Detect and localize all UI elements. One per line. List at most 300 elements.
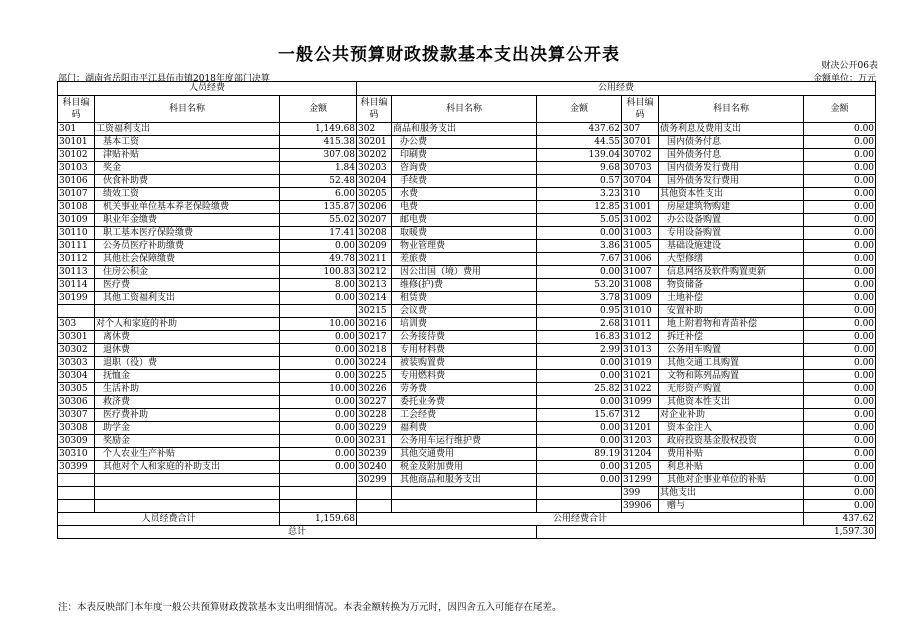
table-row [58,461,876,474]
code-cell [58,500,95,513]
name-cell: 大型修缮 [659,253,804,266]
amount-cell [280,500,357,513]
amount-cell: 0.00 [804,188,876,201]
amount-cell: 0.00 [804,422,876,435]
code-cell [357,500,392,513]
form-number: 财决公开06表 [821,61,878,71]
amount-cell: 0.00 [804,149,876,162]
code-cell: 31001 [622,201,659,214]
amount-cell: 0.00 [804,136,876,149]
code-cell: 301 [58,123,95,136]
code-cell: 30208 [357,227,392,240]
table-row [58,266,876,279]
name-cell: 其他交通工具购置 [659,357,804,370]
table-row [58,188,876,201]
table-row [58,422,876,435]
table-row [58,487,876,500]
amount-cell: 0.00 [804,266,876,279]
amount-cell: 0.00 [280,448,357,461]
amount-cell: 0.00 [804,370,876,383]
name-cell: 其他资本性支出 [659,396,804,409]
table-row [58,318,876,331]
amount-cell: 2.68 [537,318,622,331]
code-cell: 30213 [357,279,392,292]
code-cell: 31099 [622,396,659,409]
code-cell: 31205 [622,461,659,474]
name-cell [95,474,280,487]
name-cell: 维修(护)费 [392,279,537,292]
code-cell: 30103 [58,162,95,175]
code-cell: 30299 [357,474,392,487]
name-cell: 奖励金 [95,435,280,448]
code-cell: 31008 [622,279,659,292]
unit-label: 金额单位：万元 [812,74,876,84]
table-row [58,396,876,409]
code-cell: 30112 [58,253,95,266]
code-cell: 39906 [622,500,659,513]
name-cell: 福利费 [392,422,537,435]
amount-cell: 12.85 [537,201,622,214]
table-row [58,292,876,305]
name-cell: 国外债务发行费用 [659,175,804,188]
code-cell: 30102 [58,149,95,162]
code-cell: 30704 [622,175,659,188]
expenditure-table [57,81,876,539]
name-cell: 公务接待费 [392,331,537,344]
amount-cell: 0.00 [804,279,876,292]
code-cell: 30205 [357,188,392,201]
code-cell: 30228 [357,409,392,422]
name-cell: 其他资本性支出 [659,188,804,201]
table-row [58,227,876,240]
name-cell [392,500,537,513]
code-cell: 30301 [58,331,95,344]
amount-cell: 0.00 [804,409,876,422]
code-cell: 303 [58,318,95,331]
amount-cell: 49.78 [280,253,357,266]
amount-cell: 0.00 [804,305,876,318]
code-cell: 30106 [58,175,95,188]
amount-cell: 135.87 [280,201,357,214]
name-cell: 水费 [392,188,537,201]
name-cell: 无形资产购置 [659,383,804,396]
code-cell: 30107 [58,188,95,201]
code-cell: 302 [357,123,392,136]
amount-cell: 0.00 [804,318,876,331]
amount-cell [537,500,622,513]
col-header-name: 科目名称 [659,96,804,123]
name-cell: 公务用车购置 [659,344,804,357]
name-cell: 助学金 [95,422,280,435]
amount-cell: 6.00 [280,188,357,201]
name-cell: 债务利息及费用支出 [659,123,804,136]
name-cell: 地上附着物和青苗补偿 [659,318,804,331]
code-cell: 30217 [357,331,392,344]
name-cell: 生活补助 [95,383,280,396]
amount-cell: 0.00 [280,240,357,253]
table-row [58,357,876,370]
table-row [58,253,876,266]
name-cell: 土地补偿 [659,292,804,305]
amount-cell: 9.68 [537,162,622,175]
amount-cell: 0.00 [804,448,876,461]
amount-cell: 15.67 [537,409,622,422]
amount-cell: 415.38 [280,136,357,149]
table-row [58,149,876,162]
name-cell: 其他工资福利支出 [95,292,280,305]
code-cell: 30225 [357,370,392,383]
name-cell: 工资福利支出 [95,123,280,136]
amount-cell: 0.00 [804,383,876,396]
name-cell [95,487,280,500]
amount-cell: 0.00 [280,396,357,409]
table-row [58,409,876,422]
code-cell: 30306 [58,396,95,409]
amount-cell: 1,149.68 [280,123,357,136]
name-cell: 信息网络及软件购置更新 [659,266,804,279]
code-cell: 31011 [622,318,659,331]
table-row [58,383,876,396]
name-cell: 电费 [392,201,537,214]
personnel-total-value: 1,159.68 [280,513,357,526]
name-cell: 手续费 [392,175,537,188]
amount-cell: 100.83 [280,266,357,279]
amount-cell: 0.95 [537,305,622,318]
name-cell: 费用补贴 [659,448,804,461]
col-header-code: 科目编码 [357,96,392,123]
amount-cell: 0.00 [804,474,876,487]
name-cell: 劳务费 [392,383,537,396]
code-cell [58,305,95,318]
name-cell [95,500,280,513]
name-cell: 物业管理费 [392,240,537,253]
code-cell: 30206 [357,201,392,214]
name-cell: 医疗费补助 [95,409,280,422]
amount-cell: 0.00 [537,370,622,383]
amount-cell: 0.00 [804,201,876,214]
code-cell: 30209 [357,240,392,253]
amount-cell: 0.00 [537,227,622,240]
amount-cell: 0.00 [804,227,876,240]
public-total-label: 公用经费合计 [357,513,804,526]
amount-cell: 0.00 [804,253,876,266]
amount-cell: 0.00 [804,357,876,370]
amount-cell: 0.00 [804,461,876,474]
code-cell: 30304 [58,370,95,383]
amount-cell: 0.00 [804,292,876,305]
table-row [58,214,876,227]
code-cell: 30310 [58,448,95,461]
code-cell: 31299 [622,474,659,487]
table-row [58,175,876,188]
name-cell: 救济费 [95,396,280,409]
amount-cell: 0.00 [280,370,357,383]
code-cell: 31203 [622,435,659,448]
code-cell: 31009 [622,292,659,305]
name-cell: 抚恤金 [95,370,280,383]
code-cell: 31007 [622,266,659,279]
table-row [58,500,876,513]
page-title: 一般公共预算财政拨款基本支出决算公开表 [278,45,620,65]
code-cell: 30702 [622,149,659,162]
table-row [58,305,876,318]
name-cell: 其他对企事业单位的补贴 [659,474,804,487]
name-cell: 会议费 [392,305,537,318]
code-cell: 30240 [357,461,392,474]
code-cell: 31019 [622,357,659,370]
amount-cell: 0.00 [280,422,357,435]
amount-cell: 437.62 [537,123,622,136]
code-cell: 30215 [357,305,392,318]
code-cell: 30399 [58,461,95,474]
amount-cell: 0.00 [804,214,876,227]
amount-cell: 0.00 [537,474,622,487]
code-cell: 30218 [357,344,392,357]
code-cell: 30202 [357,149,392,162]
name-cell: 专用燃料费 [392,370,537,383]
amount-cell: 0.00 [804,344,876,357]
name-cell: 资本金注入 [659,422,804,435]
amount-cell: 10.00 [280,383,357,396]
code-cell: 31022 [622,383,659,396]
code-cell: 31006 [622,253,659,266]
code-cell: 30309 [58,435,95,448]
personnel-section-header: 人员经费 [58,82,357,96]
amount-cell: 44.55 [537,136,622,149]
amount-cell: 0.00 [280,435,357,448]
table-row [58,331,876,344]
code-cell: 30211 [357,253,392,266]
amount-cell: 0.00 [280,331,357,344]
amount-cell [280,474,357,487]
amount-cell: 0.00 [804,240,876,253]
name-cell: 其他交通费用 [392,448,537,461]
name-cell: 印刷费 [392,149,537,162]
code-cell: 30303 [58,357,95,370]
grand-total-label: 总计 [58,526,537,539]
name-cell: 公务员医疗补助缴费 [95,240,280,253]
code-cell: 30703 [622,162,659,175]
name-cell: 工会经费 [392,409,537,422]
code-cell: 31002 [622,214,659,227]
amount-cell: 0.00 [804,435,876,448]
code-cell: 30113 [58,266,95,279]
footnote: 注：本表反映部门本年度一般公共预算财政拨款基本支出明细情况。本表金额转换为万元时，因四舍五入可能存在尾差。 [58,602,562,613]
name-cell: 对企业补助 [659,409,804,422]
col-header-amount: 金额 [804,96,876,123]
name-cell: 利息补贴 [659,461,804,474]
name-cell: 邮电费 [392,214,537,227]
name-cell [95,305,280,318]
code-cell: 31204 [622,448,659,461]
code-cell: 30111 [58,240,95,253]
amount-cell: 0.00 [804,175,876,188]
name-cell: 国外债务付息 [659,149,804,162]
name-cell: 培训费 [392,318,537,331]
amount-cell: 0.00 [280,409,357,422]
table-row [58,474,876,487]
code-cell: 30231 [357,435,392,448]
amount-cell: 0.00 [280,344,357,357]
code-cell: 399 [622,487,659,500]
code-cell: 30199 [58,292,95,305]
name-cell: 安置补助 [659,305,804,318]
name-cell: 商品和服务支出 [392,123,537,136]
name-cell: 国内债务发行费用 [659,162,804,175]
code-cell: 312 [622,409,659,422]
name-cell: 其他支出 [659,487,804,500]
code-cell: 31021 [622,370,659,383]
name-cell: 政府投资基金股权投资 [659,435,804,448]
name-cell: 公务用车运行维护费 [392,435,537,448]
name-cell: 退休费 [95,344,280,357]
code-cell: 30224 [357,357,392,370]
code-cell: 31201 [622,422,659,435]
name-cell: 津贴补贴 [95,149,280,162]
amount-cell [280,305,357,318]
code-cell: 30226 [357,383,392,396]
name-cell: 房屋建筑物购建 [659,201,804,214]
amount-cell: 0.00 [537,461,622,474]
code-cell: 30229 [357,422,392,435]
amount-cell: 0.00 [280,292,357,305]
code-cell: 31005 [622,240,659,253]
code-cell: 30207 [357,214,392,227]
code-cell [58,474,95,487]
table-row [58,123,876,136]
amount-cell: 0.00 [537,357,622,370]
code-cell: 30216 [357,318,392,331]
amount-cell: 2.99 [537,344,622,357]
amount-cell: 139.04 [537,149,622,162]
col-header-code: 科目编码 [58,96,95,123]
amount-cell: 0.57 [537,175,622,188]
code-cell: 30203 [357,162,392,175]
table-row [58,162,876,175]
amount-cell: 0.00 [804,396,876,409]
code-cell: 30307 [58,409,95,422]
name-cell: 奖金 [95,162,280,175]
code-cell: 30302 [58,344,95,357]
name-cell: 绩效工资 [95,188,280,201]
name-cell: 其他商品和服务支出 [392,474,537,487]
amount-cell: 53.20 [537,279,622,292]
amount-cell: 0.00 [804,487,876,500]
table-row [58,448,876,461]
name-cell: 职工基本医疗保险缴费 [95,227,280,240]
name-cell: 职业年金缴费 [95,214,280,227]
name-cell: 办公设备购置 [659,214,804,227]
name-cell: 文物和陈列品购置 [659,370,804,383]
amount-cell: 0.00 [537,266,622,279]
name-cell: 离休费 [95,331,280,344]
amount-cell: 3.86 [537,240,622,253]
name-cell: 租赁费 [392,292,537,305]
amount-cell: 3.78 [537,292,622,305]
name-cell: 税金及附加费用 [392,461,537,474]
name-cell: 委托业务费 [392,396,537,409]
name-cell: 对个人和家庭的补助 [95,318,280,331]
code-cell: 30108 [58,201,95,214]
code-cell: 31012 [622,331,659,344]
name-cell: 物资储备 [659,279,804,292]
table-row [58,136,876,149]
name-cell: 医疗费 [95,279,280,292]
name-cell: 住房公积金 [95,266,280,279]
col-header-amount: 金额 [280,96,357,123]
name-cell: 国内债务付息 [659,136,804,149]
code-cell: 31003 [622,227,659,240]
amount-cell: 0.00 [537,435,622,448]
code-cell [58,487,95,500]
name-cell: 专用材料费 [392,344,537,357]
code-cell: 307 [622,123,659,136]
code-cell: 310 [622,188,659,201]
name-cell: 基本工资 [95,136,280,149]
personnel-total-label: 人员经费合计 [58,513,280,526]
amount-cell: 89.19 [537,448,622,461]
public-section-header: 公用经费 [357,82,876,96]
code-cell: 30305 [58,383,95,396]
code-cell: 30114 [58,279,95,292]
grand-total-value: 1,597.30 [537,526,876,539]
code-cell: 30109 [58,214,95,227]
name-cell: 退职（役）费 [95,357,280,370]
amount-cell: 25.82 [537,383,622,396]
amount-cell: 0.00 [280,461,357,474]
name-cell: 拆迁补偿 [659,331,804,344]
amount-cell: 0.00 [804,331,876,344]
amount-cell: 0.00 [280,357,357,370]
name-cell: 机关事业单位基本养老保险缴费 [95,201,280,214]
col-header-code: 科目编码 [622,96,659,123]
table-row [58,201,876,214]
name-cell: 取暖费 [392,227,537,240]
public-total-value: 437.62 [804,513,876,526]
amount-cell [537,487,622,500]
name-cell [392,487,537,500]
amount-cell: 8.00 [280,279,357,292]
amount-cell [280,487,357,500]
name-cell: 因公出国（境）费用 [392,266,537,279]
amount-cell: 1.84 [280,162,357,175]
amount-cell: 0.00 [804,123,876,136]
code-cell: 31010 [622,305,659,318]
name-cell: 赠与 [659,500,804,513]
col-header-name: 科目名称 [95,96,280,123]
code-cell: 30227 [357,396,392,409]
code-cell: 30101 [58,136,95,149]
amount-cell: 10.00 [280,318,357,331]
amount-cell: 0.00 [804,162,876,175]
amount-cell: 7.67 [537,253,622,266]
amount-cell: 17.41 [280,227,357,240]
code-cell: 31013 [622,344,659,357]
department-label: 部门：湖南省岳阳市平江县伍市镇2018年度部门决算 [58,74,270,84]
name-cell: 咨询费 [392,162,537,175]
amount-cell: 5.05 [537,214,622,227]
code-cell: 30110 [58,227,95,240]
name-cell: 个人农业生产补贴 [95,448,280,461]
code-cell: 30201 [357,136,392,149]
col-header-amount: 金额 [537,96,622,123]
name-cell: 办公费 [392,136,537,149]
amount-cell: 307.08 [280,149,357,162]
amount-cell: 3.23 [537,188,622,201]
table-row [58,435,876,448]
code-cell: 30239 [357,448,392,461]
table-row [58,240,876,253]
